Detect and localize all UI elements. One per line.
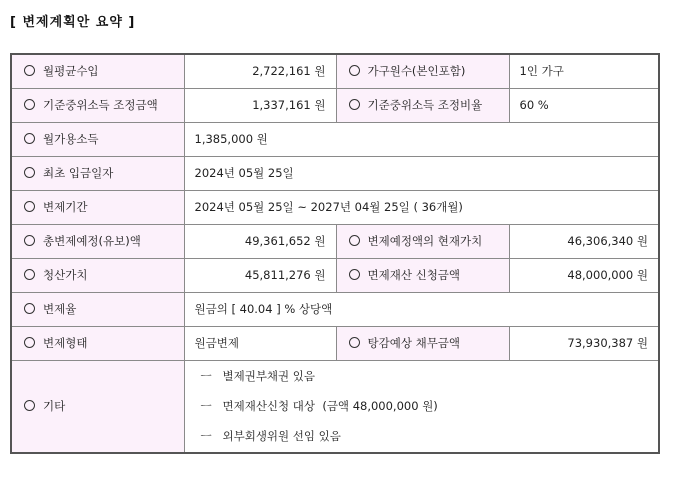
row-label (336, 326, 509, 360)
table-row (11, 360, 659, 453)
row-label (11, 54, 184, 88)
label-text: 기준중위소득 조정금액 (43, 98, 158, 112)
table-row (11, 258, 659, 292)
row-value: 1,337,161 원 (184, 88, 336, 122)
row-label (11, 326, 184, 360)
note-text: 별제권부채권 있음 (222, 369, 316, 384)
row-value: 45,811,276 원 (184, 258, 336, 292)
row-value: 1인 가구 (509, 54, 659, 88)
row-label (11, 224, 184, 258)
label-text: 기타 (43, 399, 66, 414)
circle-bullet-icon (349, 99, 360, 110)
table-row (11, 156, 659, 190)
circle-bullet-icon (24, 201, 35, 212)
circle-bullet-icon (24, 303, 35, 314)
label-text: 월가용소득 (43, 132, 99, 146)
row-value: 48,000,000 원 (509, 258, 659, 292)
label-text: 총변제예정(유보)액 (43, 234, 141, 248)
row-label (336, 88, 509, 122)
row-value: 2024년 05월 25일 ~ 2027년 04월 25일 ( 36개월) (184, 190, 659, 224)
circle-bullet-icon (24, 99, 35, 110)
circle-bullet-icon (24, 337, 35, 348)
row-label (11, 360, 184, 453)
circle-bullet-icon (349, 337, 360, 348)
row-value: 2024년 05월 25일 (184, 156, 659, 190)
note-text: 외부회생위원 선임 있음 (222, 429, 341, 444)
table-row (11, 54, 659, 88)
list-item (195, 391, 649, 421)
label-text: 청산가치 (43, 268, 88, 282)
circle-bullet-icon (24, 133, 35, 144)
circle-bullet-icon (349, 65, 360, 76)
table-row (11, 88, 659, 122)
circle-bullet-icon (349, 235, 360, 246)
circle-bullet-icon (24, 400, 35, 411)
label-text: 변제기간 (43, 200, 88, 214)
label-text: 탕감예상 채무금액 (367, 336, 461, 350)
table-row (11, 292, 659, 326)
circle-bullet-icon (24, 269, 35, 280)
table-row (11, 122, 659, 156)
row-label (336, 54, 509, 88)
circle-bullet-icon (349, 269, 360, 280)
label-text: 변제형태 (43, 336, 88, 350)
row-label (11, 190, 184, 224)
row-label (11, 122, 184, 156)
dash-marker: ㅡ (200, 369, 212, 384)
label-text: 월평균수입 (43, 64, 99, 79)
row-value: 73,930,387 원 (509, 326, 659, 360)
row-label (336, 258, 509, 292)
circle-bullet-icon (24, 235, 35, 246)
label-text: 최초 입금일자 (43, 166, 114, 180)
row-value: 원금의 [ 40.04 ] % 상당액 (184, 292, 659, 326)
row-label (11, 292, 184, 326)
label-text: 가구원수(본인포함) (367, 64, 466, 79)
list-item (195, 421, 649, 451)
note-text: 면제재산신청 대상 (금액 48,000,000 원) (222, 399, 438, 414)
label-text: 면제재산 신청금액 (367, 268, 461, 282)
table-row (11, 326, 659, 360)
row-value: 원금변제 (184, 326, 336, 360)
table-row (11, 190, 659, 224)
label-text: 기준중위소득 조정비율 (367, 98, 483, 112)
row-value: 46,306,340 원 (509, 224, 659, 258)
circle-bullet-icon (24, 167, 35, 178)
row-value: 2,722,161 원 (184, 54, 336, 88)
circle-bullet-icon (24, 65, 35, 76)
label-text: 변제율 (43, 302, 77, 316)
row-value: 60 % (509, 88, 659, 122)
row-label (11, 258, 184, 292)
repayment-plan-summary-table (10, 53, 660, 454)
page-title: [ 변제계획안 요약 ] (10, 15, 136, 30)
row-label (11, 88, 184, 122)
list-item (195, 361, 649, 391)
dash-marker: ㅡ (200, 399, 212, 414)
row-value: 49,361,652 원 (184, 224, 336, 258)
other-notes-cell (184, 360, 659, 453)
row-value: 1,385,000 원 (184, 122, 659, 156)
row-label (336, 224, 509, 258)
table-row (11, 224, 659, 258)
dash-marker: ㅡ (200, 429, 212, 444)
label-text: 변제예정액의 현재가치 (367, 234, 483, 248)
row-label (11, 156, 184, 190)
